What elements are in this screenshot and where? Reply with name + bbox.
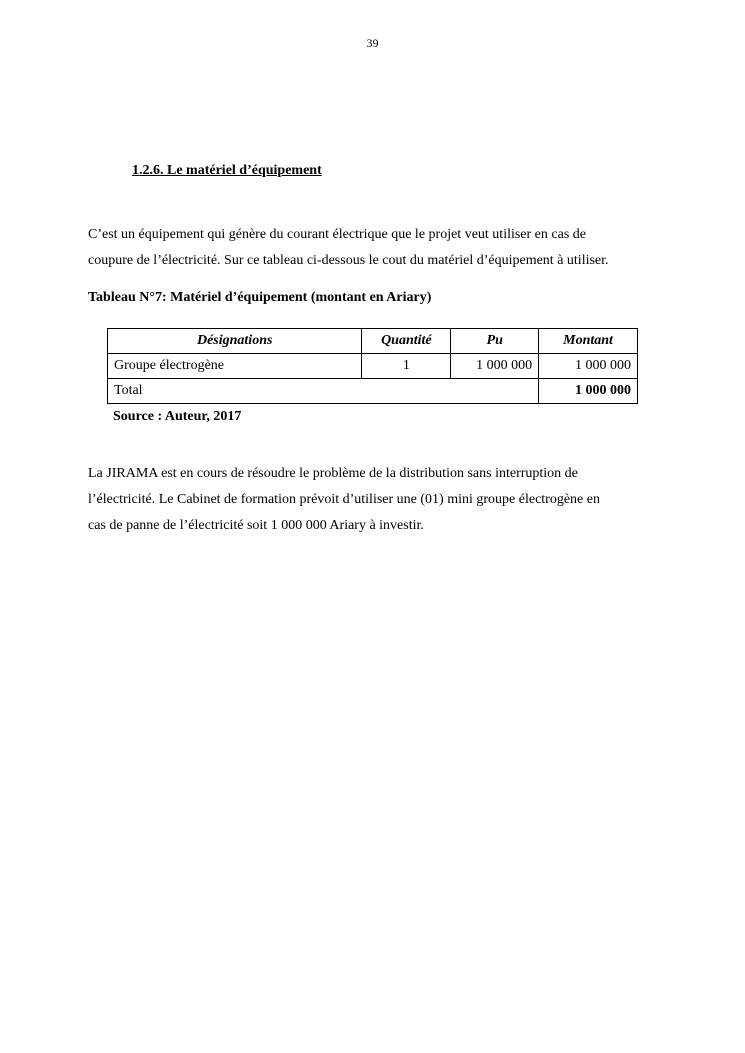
table-total-row xyxy=(108,379,638,404)
page-number: 39 xyxy=(366,36,379,50)
cell-total-label: Total xyxy=(108,379,539,404)
table-source: Source : Auteur, 2017 xyxy=(113,409,242,424)
closing-paragraph-line: cas de panne de l’électricité soit 1 000 000 Ariary à investir. xyxy=(88,518,424,533)
header-pu: Pu xyxy=(451,329,539,354)
intro-paragraph xyxy=(88,222,658,274)
closing-paragraph-line: La JIRAMA est en cours de résoudre le problème de la distribution sans interruption de xyxy=(88,466,578,481)
intro-paragraph-line: C’est un équipement qui génère du courant électrique que le projet veut utiliser en cas de xyxy=(88,227,586,242)
header-montant: Montant xyxy=(539,329,638,354)
closing-paragraph-line: l’électricité. Le Cabinet de formation prévoit d’utiliser une (01) mini groupe électrogène en xyxy=(88,492,600,507)
table-header-row xyxy=(108,329,638,354)
section-heading: 1.2.6. Le matériel d’équipement xyxy=(132,163,322,178)
closing-paragraph xyxy=(88,461,658,539)
table-row xyxy=(108,354,638,379)
cell-total-montant: 1 000 000 xyxy=(539,379,638,404)
header-designations: Désignations xyxy=(108,329,362,354)
cell-designation: Groupe électrogène xyxy=(108,354,362,379)
table-caption: Tableau N°7: Matériel d’équipement (montant en Ariary) xyxy=(88,290,432,305)
cell-pu: 1 000 000 xyxy=(451,354,539,379)
header-quantite: Quantité xyxy=(362,329,451,354)
intro-paragraph-line: coupure de l’électricité. Sur ce tableau ci-dessous le cout du matériel d’équipement à utiliser. xyxy=(88,253,609,268)
cell-quantite: 1 xyxy=(362,354,451,379)
cell-montant: 1 000 000 xyxy=(539,354,638,379)
equipment-table xyxy=(107,328,638,404)
